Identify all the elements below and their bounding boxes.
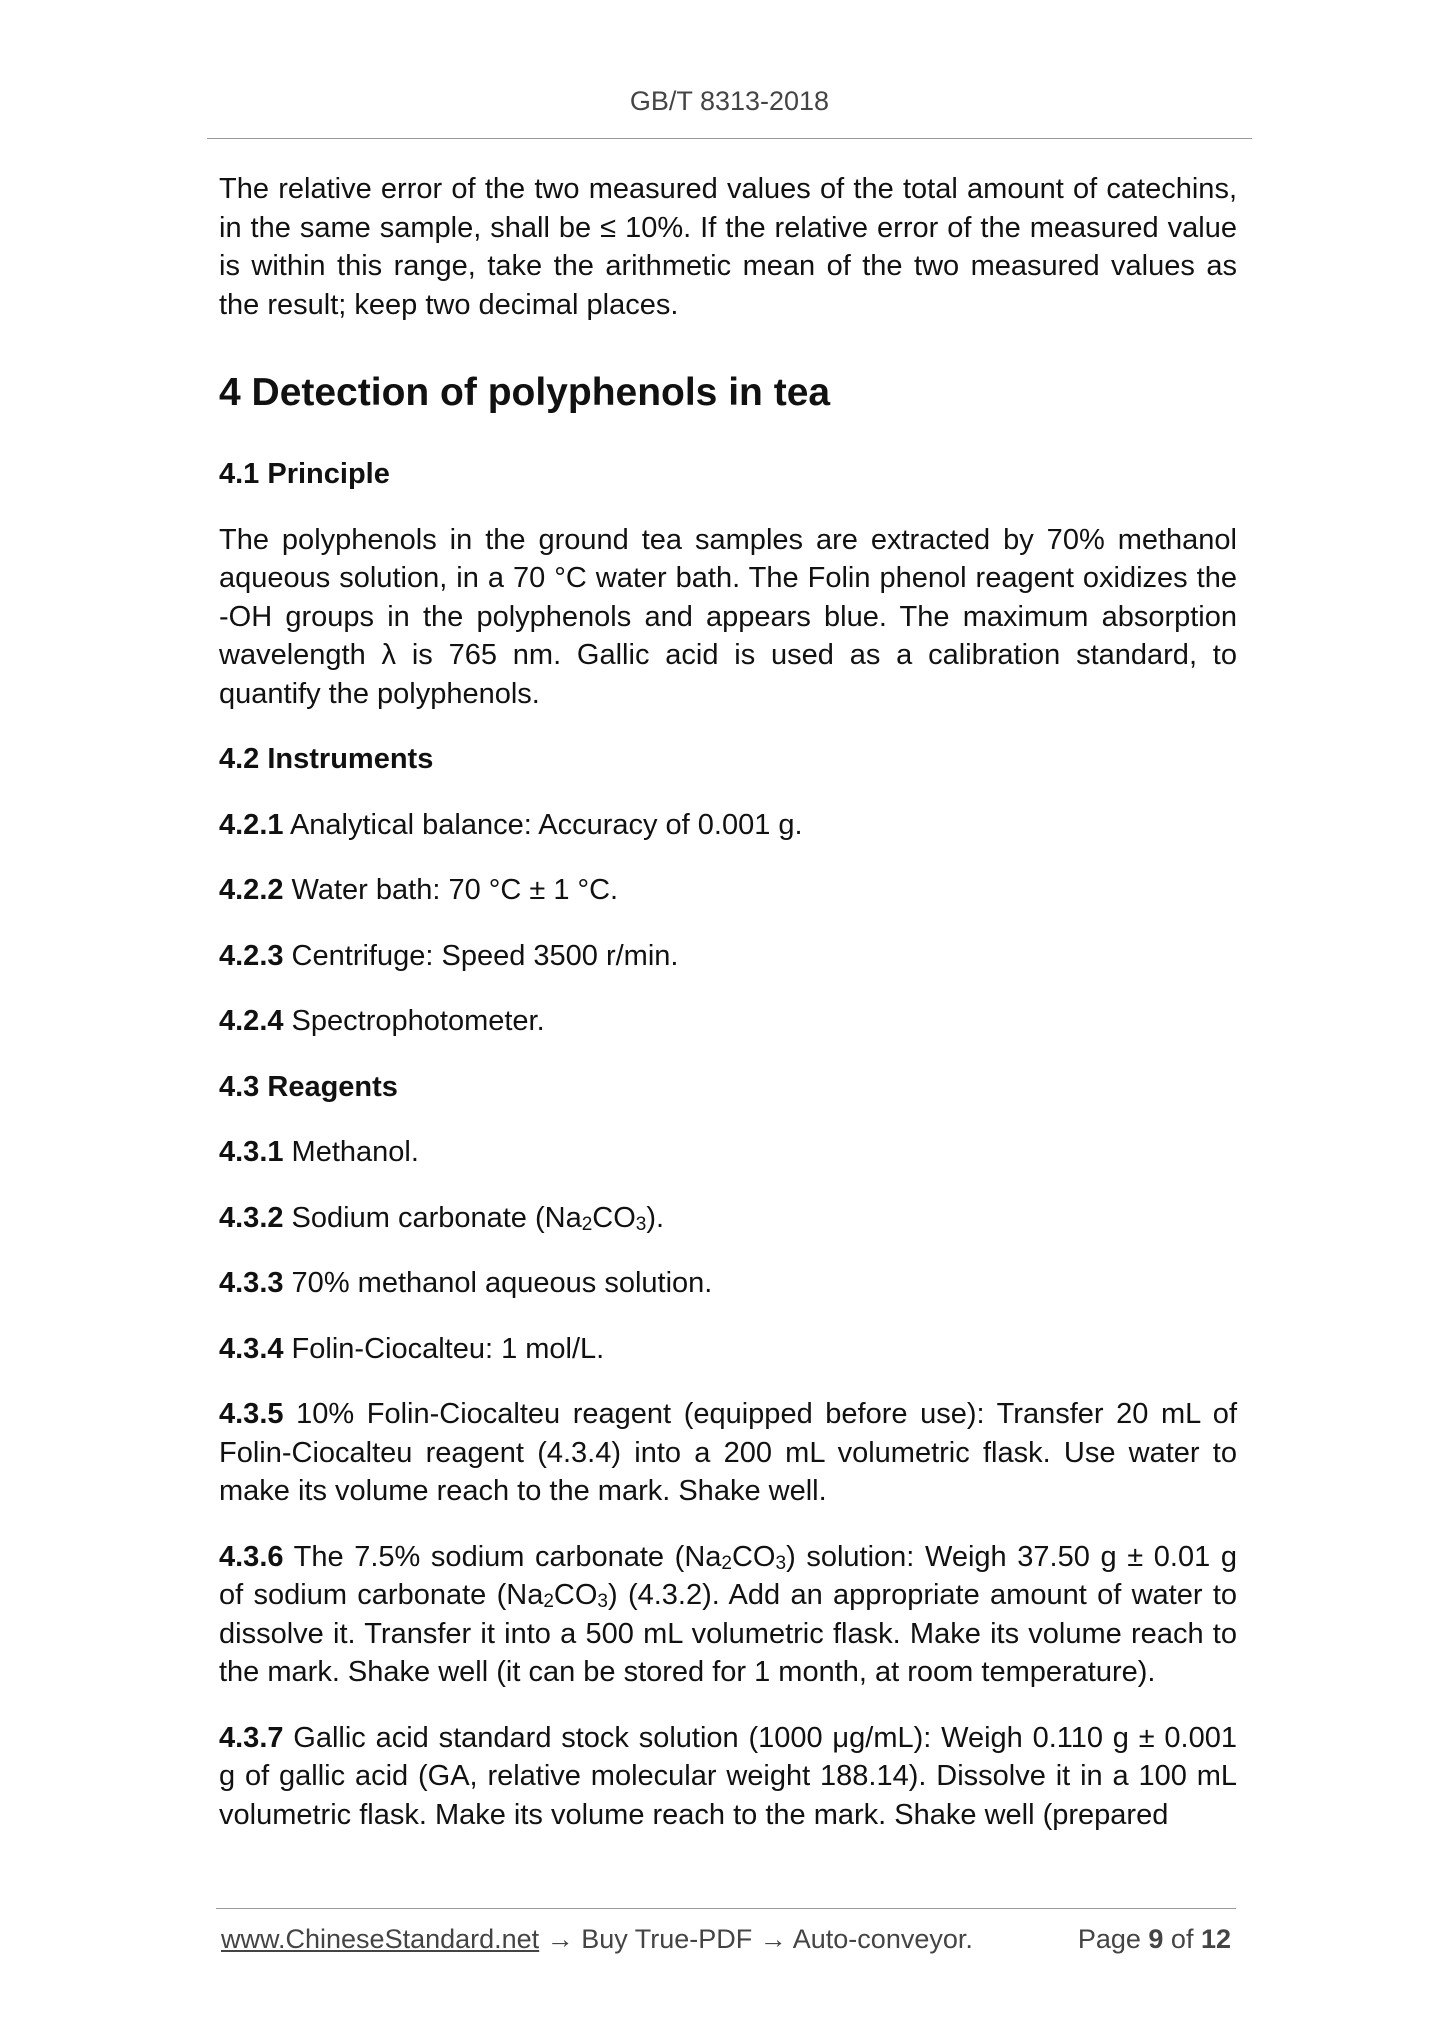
clause-text: Analytical balance: Accuracy of 0.001 g. [283,808,803,841]
instrument-item [219,871,1237,910]
reagent-item [219,1264,1237,1303]
buy-pdf-text: Buy True-PDF [581,1924,753,1954]
clause-number: 4.3.7 [219,1721,284,1754]
clause-number: 4.3.3 [219,1267,284,1299]
reagent-item [219,1395,1237,1511]
clause-text: CO [553,1579,598,1611]
subscript: 2 [543,1591,554,1612]
clause-text: Water bath: 70 °C ± 1 °C. [283,874,619,906]
subscript: 3 [597,1591,608,1612]
clause-text: Methanol. [283,1136,419,1168]
clause-text: Gallic acid standard stock solution (1000 μg/mL): Weigh 0.110 g ± 0.001 g of gallic acid (GA, relative molecular weight 188.14). Dissolve it in a 100 mL volumetric flask. Make its volume reach to the mark. Shake well (prepared [219,1721,1237,1831]
reagent-item [219,1199,1237,1238]
clause-text: 10% Folin-Ciocalteu reagent (equipped before use): Transfer 20 mL of Folin-Ciocalteu reagent (4.3.4) into a 200 mL volumetric flask. Use water to make its volume reach to the mark. Shake well. [219,1398,1237,1507]
clause-number: 4.3.1 [219,1136,284,1168]
arrow-icon: → [752,1924,793,1954]
instruments-heading: 4.2 Instruments [219,743,434,775]
auto-conveyor-text: Auto-conveyor. [792,1924,973,1954]
reagent-item [219,1133,1237,1172]
clause-number: 4.2.1 [219,808,284,841]
page-label: Page [1077,1924,1149,1954]
clause-text: 70% methanol aqueous solution. [283,1267,713,1299]
clause-number: 4.3.2 [219,1201,284,1234]
reagent-item [219,1330,1237,1369]
page-number [1078,1924,1231,1955]
clause-number: 4.3.5 [219,1398,284,1430]
instrument-item [219,806,1237,845]
website-link[interactable]: www.ChineseStandard.net [221,1924,540,1954]
clause-text: CO [592,1201,636,1234]
current-page: 9 [1148,1924,1164,1954]
reagent-item [219,1538,1237,1692]
document-header: GB/T 8313-2018 [629,86,830,116]
clause-number: 4.2.4 [219,1005,284,1037]
clause-number: 4.3.6 [219,1540,284,1573]
principle-heading: 4.1 Principle [219,458,390,490]
clause-number: 4.2.2 [219,874,284,906]
clause-text: Sodium carbonate (Na [283,1201,582,1234]
footer-links [221,1924,973,1955]
clause-text: Folin-Ciocalteu: 1 mol/L. [283,1332,605,1365]
reagents-heading: 4.3 Reagents [219,1070,398,1103]
total-pages: 12 [1200,1924,1231,1954]
instrument-item [219,937,1237,976]
clause-text: The 7.5% sodium carbonate (Na [283,1540,722,1573]
clause-text: ) solution: Weigh 37.50 g ± 0.01 g of sodium carbonate (Na [219,1540,1238,1611]
subscript: 3 [775,1552,787,1574]
clause-text: ). [646,1201,665,1234]
of-label: of [1163,1924,1201,1954]
clause-text: ) (4.3.2). Add an appropriate amount of water to dissolve it. Transfer it into a 500 mL volumetric flask. Make its volume reach to the mark. Shake well (it can be stored for 1 month, at room temperature). [219,1579,1237,1688]
clause-text: CO [731,1540,776,1573]
clause-text: Spectrophotometer. [283,1005,545,1037]
subscript: 2 [721,1552,732,1574]
intro-paragraph: The relative error of the two measured values of the total amount of catechins, in the same sample, shall be ≤ 10%. If the relative error of the measured value is within this range, take the arithmetic mean of the two measured values as the result; keep two decimal places. [219,173,1237,321]
clause-text: Centrifuge: Speed 3500 r/min. [283,939,679,972]
subscript: 3 [635,1213,647,1235]
arrow-icon: → [539,1924,582,1954]
page-content [219,170,1237,1834]
principle-paragraph: The polyphenols in the ground tea samples are extracted by 70% methanol aqueous solution, in a 70 °C water bath. The Folin phenol reagent oxidizes the -OH groups in the polyphenols and appears blue. The maximum absorption wavelength λ is 765 nm. Gallic acid is used as a calibration standard, to quantify the polyphenols. [219,523,1237,710]
header-divider [207,138,1252,139]
subscript: 2 [581,1213,593,1235]
clause-number: 4.2.3 [219,939,284,972]
footer-divider [216,1908,1236,1909]
reagent-item [219,1719,1237,1835]
instrument-item [219,1002,1237,1041]
clause-number: 4.3.4 [219,1332,284,1365]
section-heading: 4 Detection of polyphenols in tea [219,371,831,414]
